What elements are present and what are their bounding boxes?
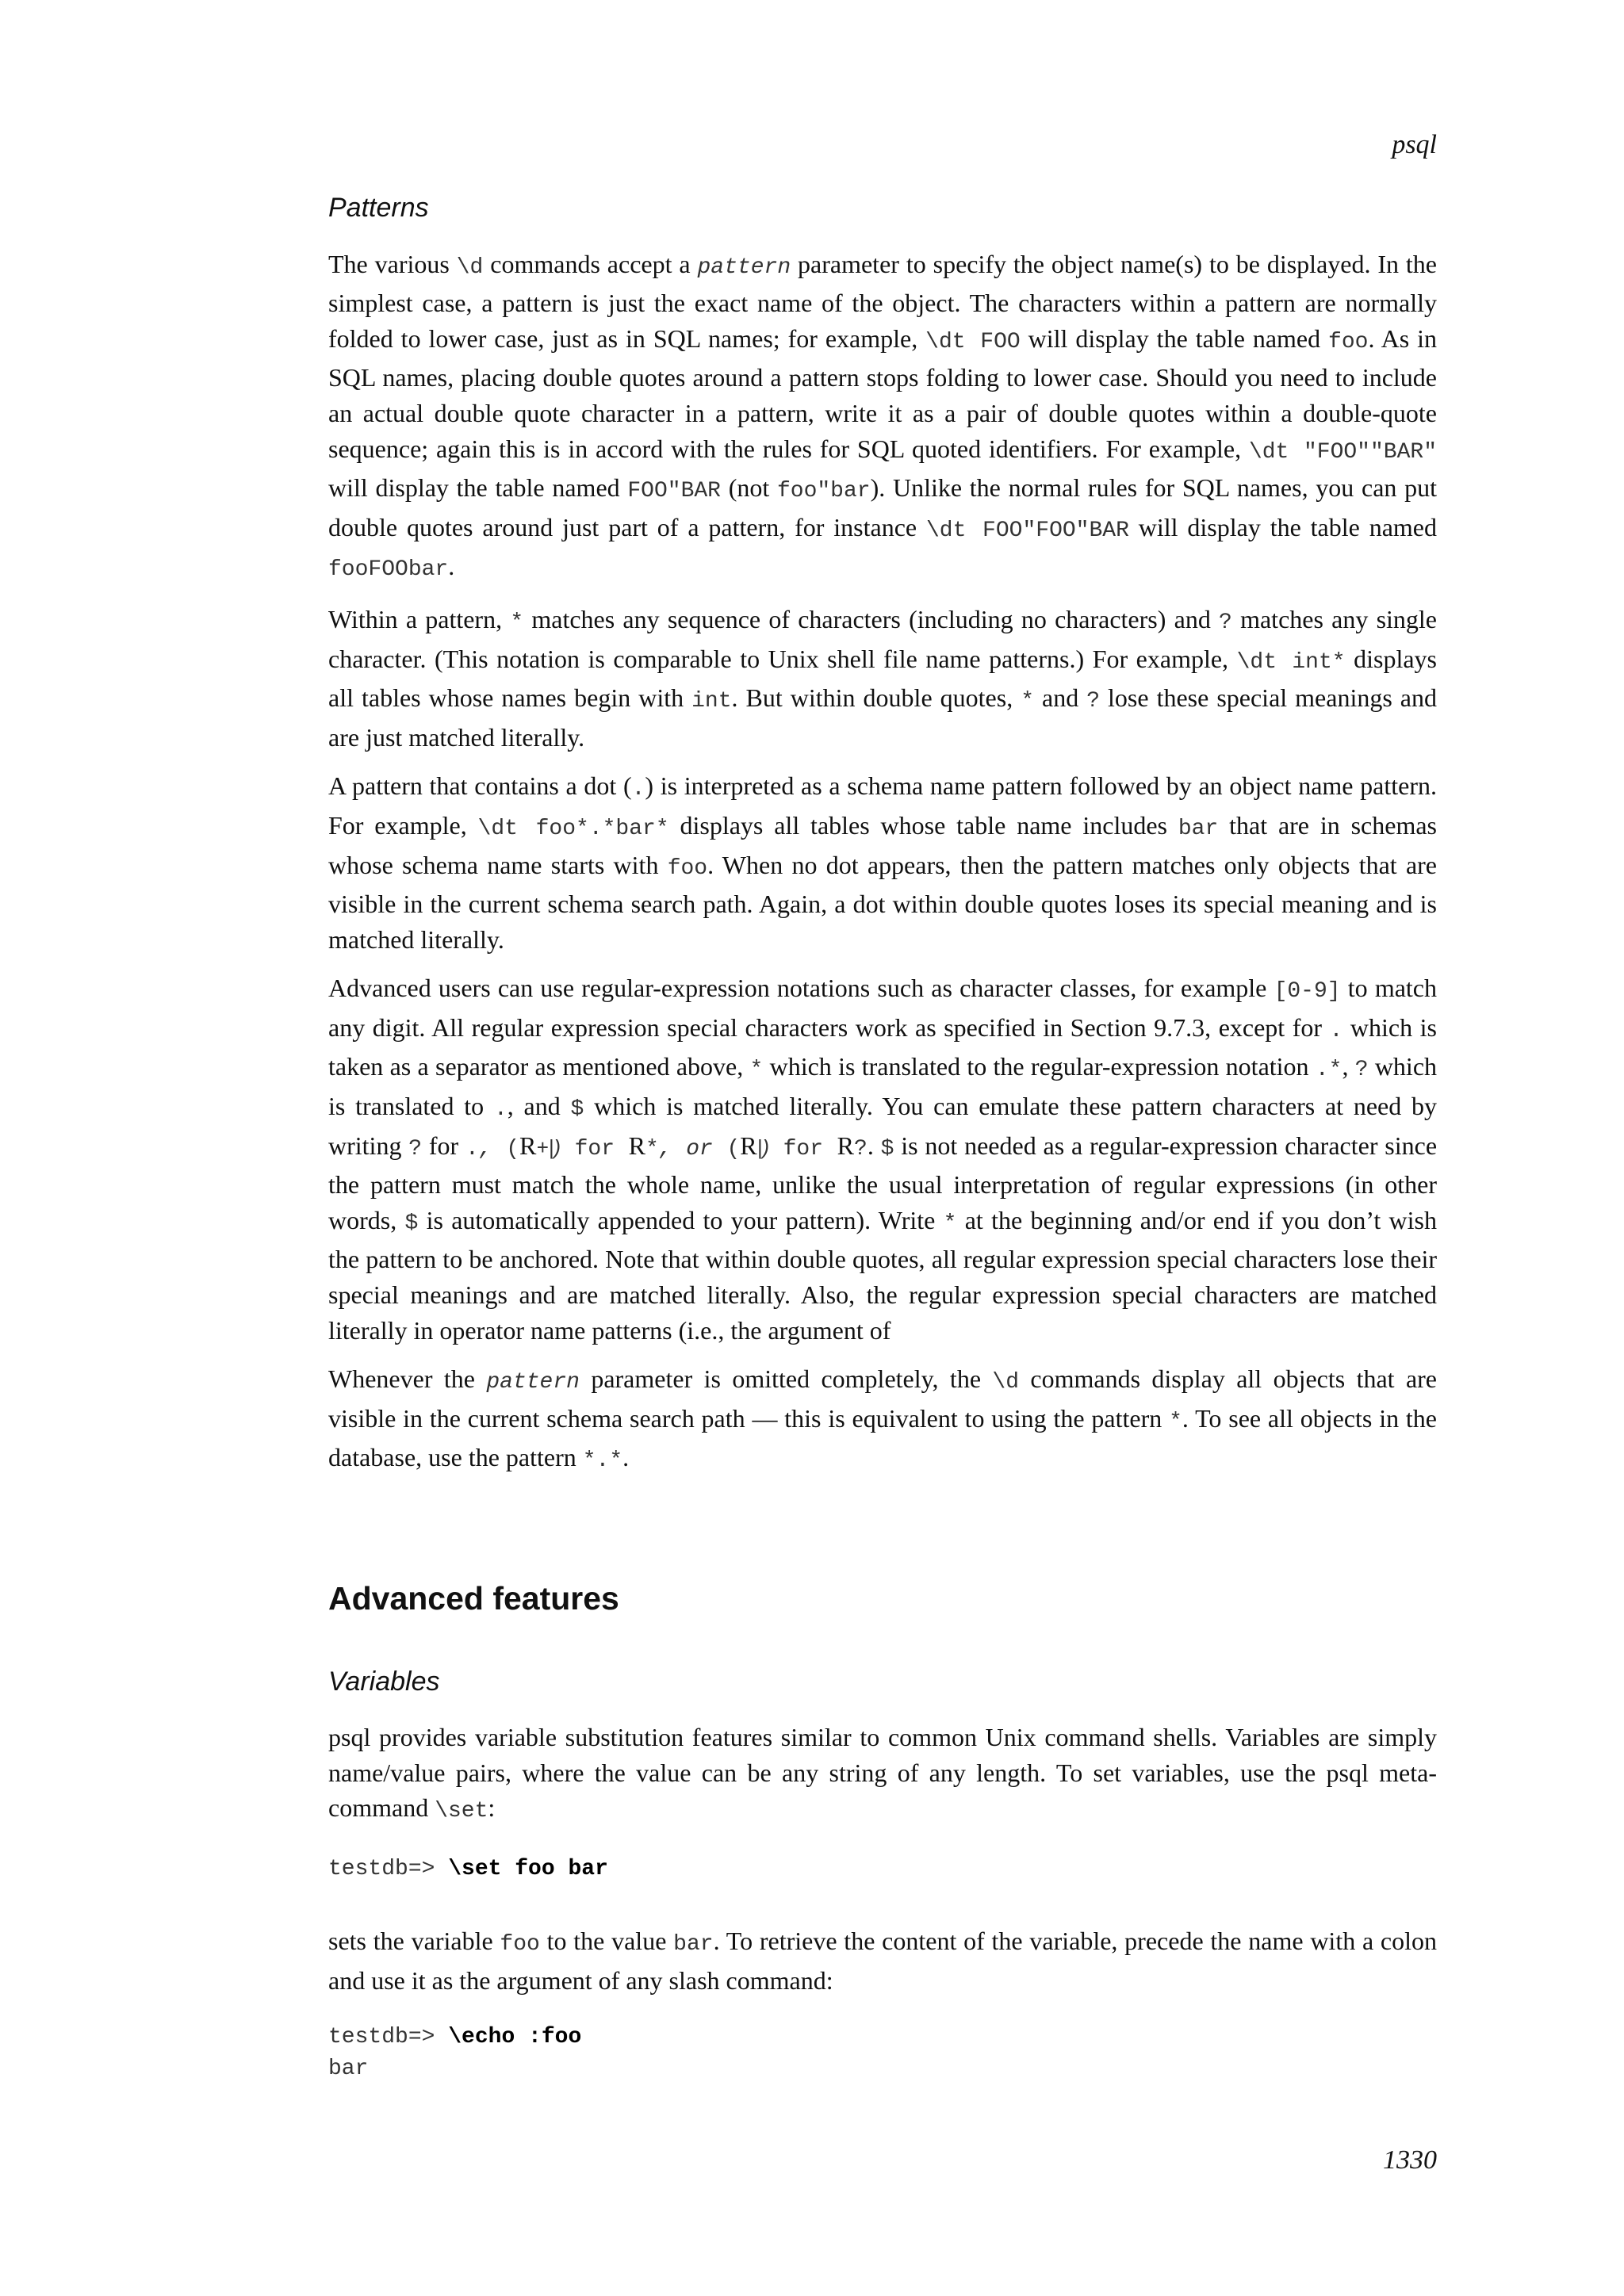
running-head: psql	[1392, 130, 1437, 159]
code-example-echo: testdb=> \echo :foo bar	[328, 2025, 582, 2082]
subsection-heading-variables: Variables	[328, 1666, 440, 1697]
paragraph-variables-intro: psql provides variable substitution features similar to common Unix command shells. Variables are simply name/value pairs, where the value can be any string of any length. To set variables, use the psql meta-command \set:	[328, 1723, 1437, 1824]
page-number: 1330	[1383, 2145, 1437, 2175]
code-example-set: testdb=> \set foo bar	[328, 1856, 608, 1881]
paragraph-wildcards: Within a pattern, * matches any sequence of characters (including no characters) and ? matches any single character. (This notation is comparable to Unix shell file name patterns.) For example, \dt int* displays all tables whose names begin with int. But within double quotes, * and ? lose these special meanings and are just matched literally.	[328, 604, 1438, 752]
paragraph-omitted-pattern: Whenever the pattern parameter is omitted completely, the \d commands display all objects that are visible in the current schema search path — this is equivalent to using the pattern *. To see all objects in the database, use the pattern *.*.	[328, 1364, 1438, 1474]
paragraph-variable-retrieve: sets the variable foo to the value bar. To retrieve the content of the variable, precede the name with a colon and use it as the argument of any slash command:	[328, 1926, 1438, 1995]
paragraph-schema-dot: A pattern that contains a dot (.) is interpreted as a schema name pattern followed by an object name pattern. For example, \dt foo*.*bar* displays all tables whose table name includes bar that are in schemas whose schema name starts with foo. When no dot appears, then the pattern matches only objects that are visible in the current schema search path. Again, a dot within double quotes loses its special meaning and is matched literally.	[328, 771, 1438, 954]
section-heading-advanced-features: Advanced features	[328, 1580, 619, 1617]
paragraph-patterns-intro: The various \d commands accept a pattern parameter to specify the object name(s) to be displayed. In the simplest case, a pattern is just the exact name of the object. The characters within a pattern are normally folded to lower case, just as in SQL names; for example, \dt FOO will display the table named foo. As in SQL names, placing double quotes around a pattern stops folding to lower case. Should you need to include an actual double quote character in a pattern, write it as a pair of double quotes within a double-quote sequence; again this is in accord with the rules for SQL quoted identifiers. For example, \dt "FOO""BAR" will display the table named FOO"BAR (not foo"bar). Unlike the normal rules for SQL names, you can put double quotes around just part of a pattern, for instance \dt FOO"FOO"BAR will display the table named fooFOObar.	[328, 249, 1438, 583]
page-content	[328, 190, 1437, 2123]
section-heading-patterns: Patterns	[328, 193, 429, 223]
paragraph-regex: Advanced users can use regular-expression notations such as character classes, for example [0-9] to match any digit. All regular expression special characters work as specified in Section 9.7.3, except for . which is taken as a separator as mentioned above, * which is translated to the regular-expression notation .*, ? which is translated to ., and $ which is matched literally. You can emulate these pattern characters at need by writing ? for ., (R+|) for R*, or (R|) for R?. $ is not needed as a regular-expression character since the pattern must match the whole name, unlike the usual interpretation of regular expressions (in other words, $ is automatically appended to your pattern). Write * at the beginning and/or end if you don’t wish the pattern to be anchored. Note that within double quotes, all regular expression special characters lose their special meanings and are matched literally. Also, the regular expression special characters are matched literally in operator name patterns (i.e., the argument of	[328, 974, 1438, 1345]
